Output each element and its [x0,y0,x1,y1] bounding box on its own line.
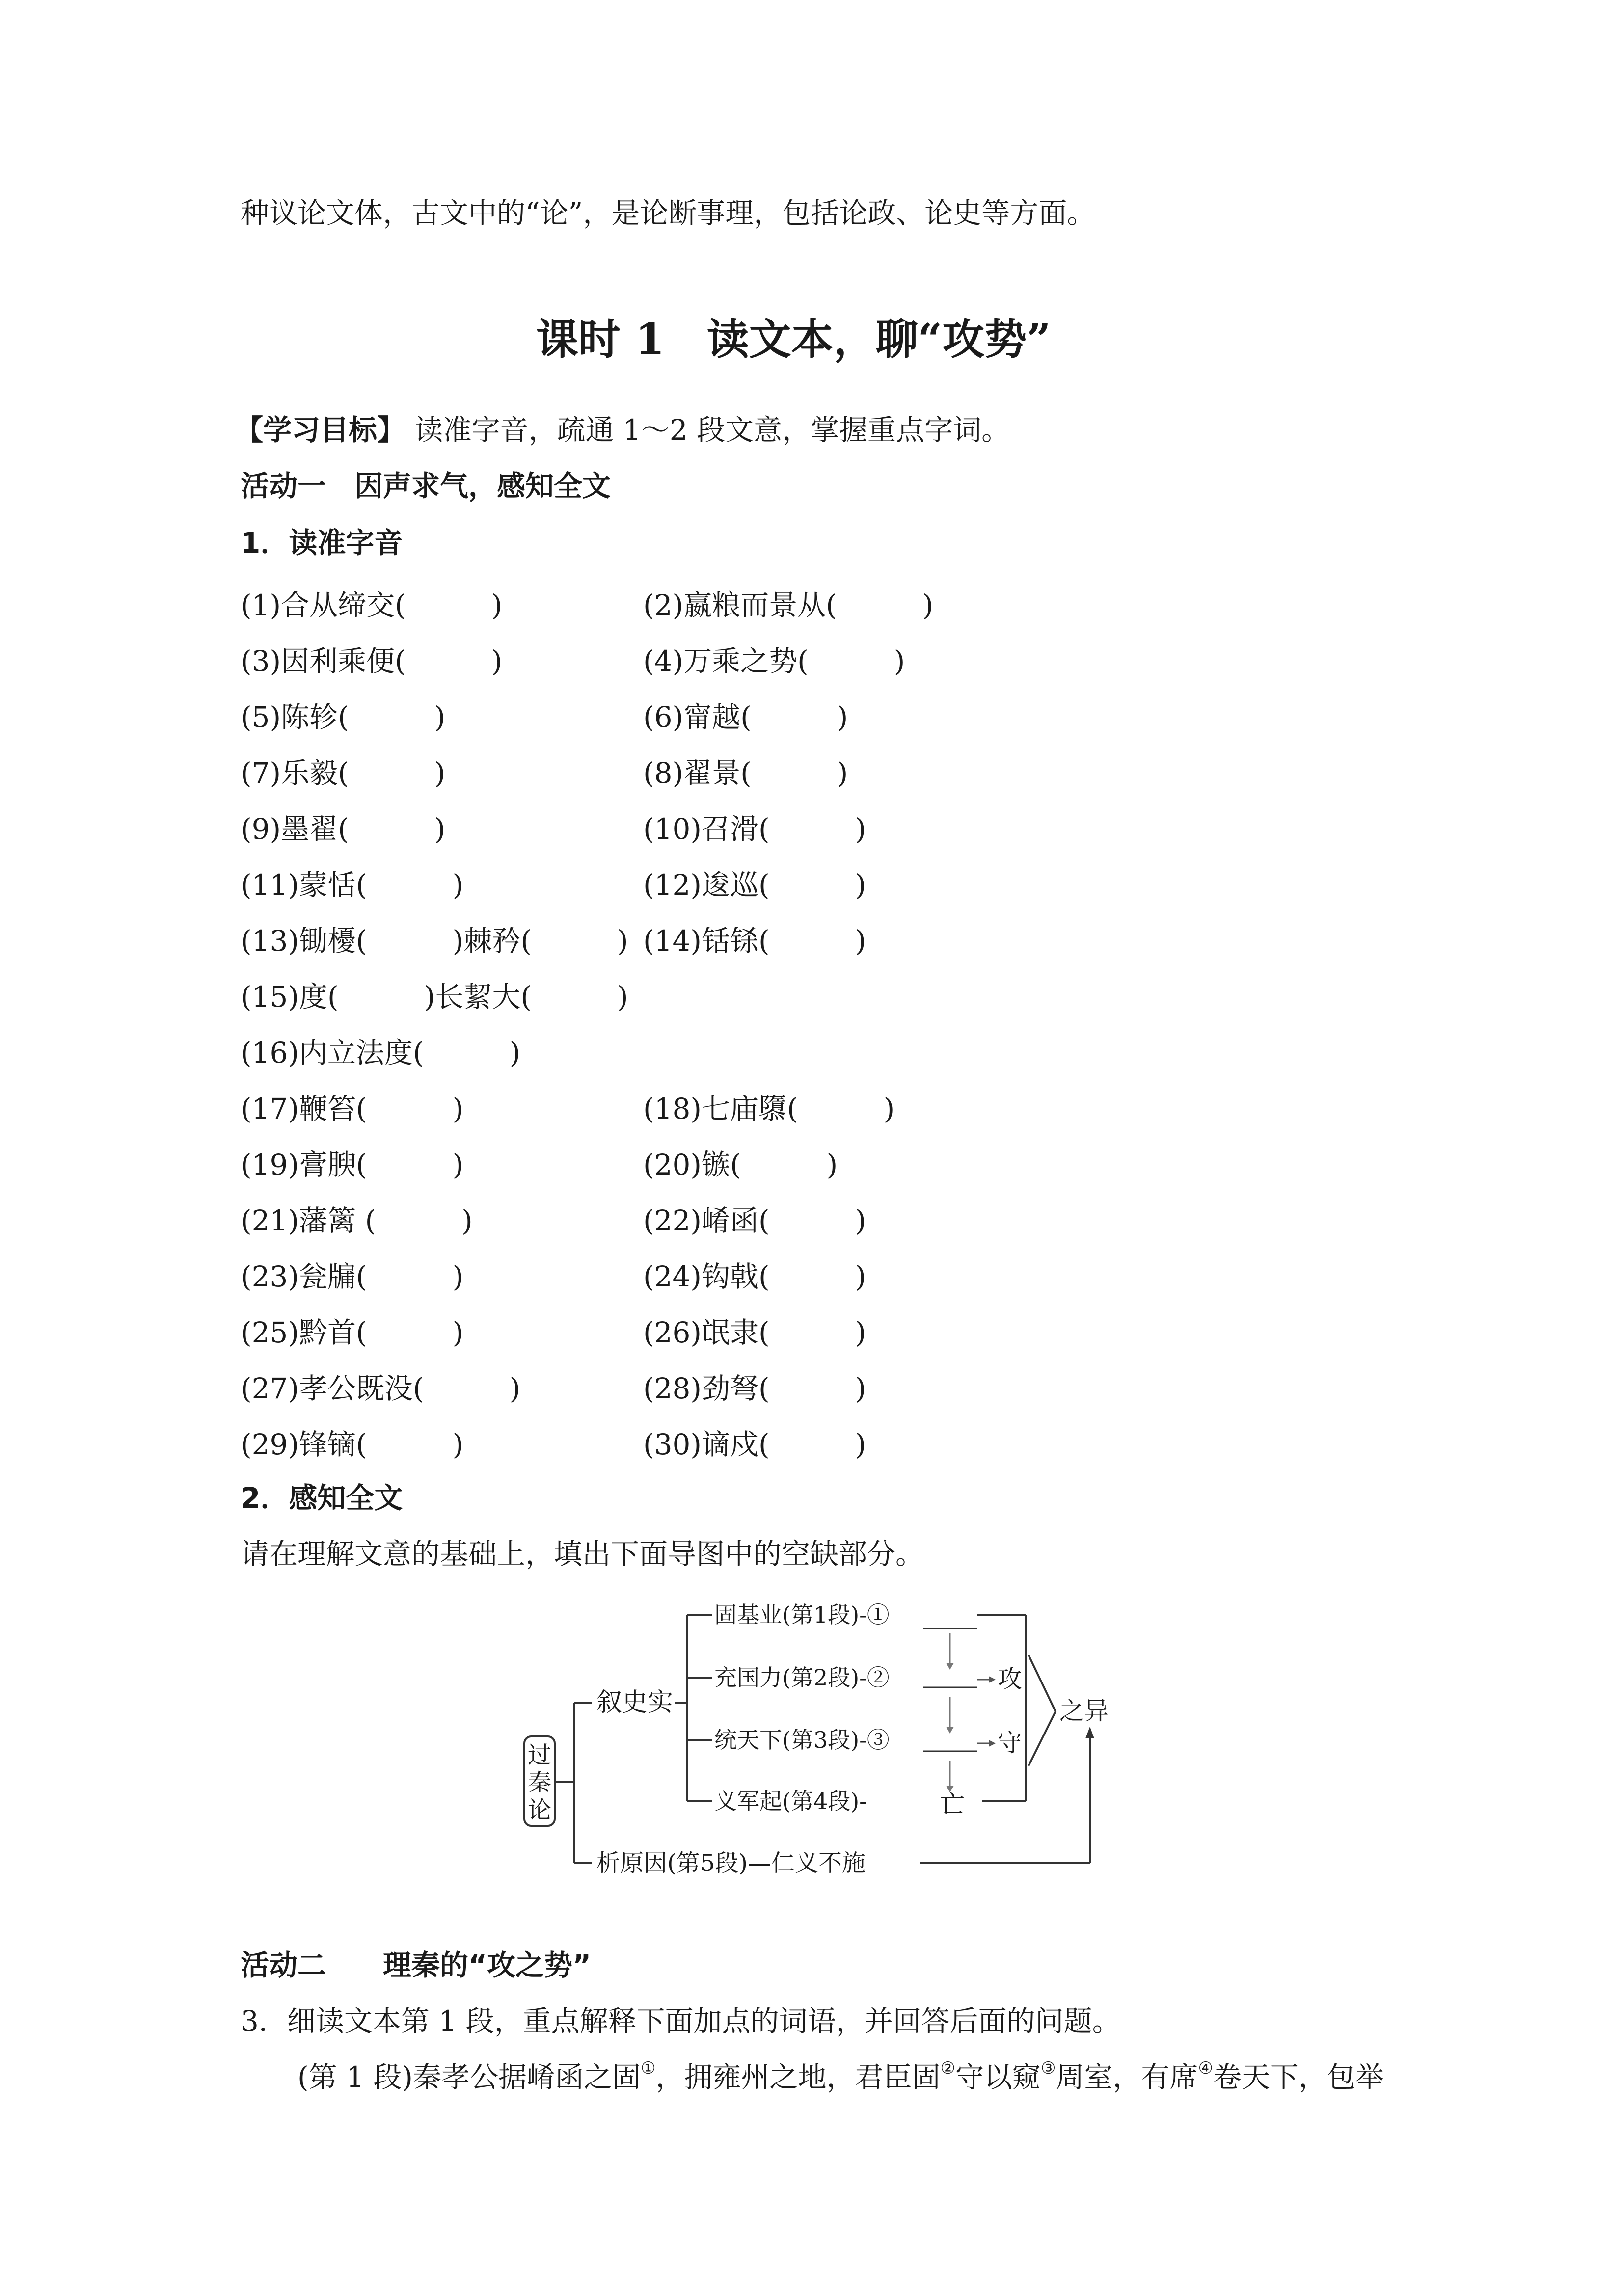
diagram-item-1: 固基业(第1段)-① [714,1602,890,1628]
pronunciation-item: (17)鞭笞( ) [241,1092,464,1125]
pronunciation-item: (8)翟景( ) [643,756,848,790]
pronunciation-item: (10)召滑( ) [643,812,866,846]
pronunciation-item: (25)黔首( ) [241,1316,464,1349]
section2-instruction: 请在理解文意的基础上，填出下面导图中的空缺部分。 [241,1537,924,1571]
diagram-item-4: 义军起(第4段)- [714,1788,867,1815]
activity1-heading: 活动一 因声求气，感知全文 [241,469,611,503]
root-char-3: 论 [527,1796,552,1824]
pronunciation-item: (3)因利乘便( ) [241,644,503,678]
pronunciation-item: (14)铦铩( ) [643,924,866,958]
objective-text: 读准字音，疏通 1～2 段文意，掌握重点字词。 [414,413,1010,447]
pronunciation-item: (28)劲弩( ) [643,1372,866,1405]
pronunciation-item: (27)孝公既没( ) [241,1372,521,1405]
pronunciation-item: (1)合从缔交( ) [241,588,503,622]
pronunciation-item: (22)崤函( ) [643,1204,866,1237]
pronunciation-item: (20)镞( ) [643,1148,838,1181]
passage-part-3: 周室，有席 [1056,2060,1198,2094]
marker-2: ② [940,2058,956,2078]
pronunciation-item: (4)万乘之势( ) [643,644,905,678]
section2-heading: 2．感知全文 [241,1481,403,1515]
pronunciation-item: (24)钩戟( ) [643,1260,866,1293]
pronunciation-item: (21)藩篱 ( ) [241,1204,473,1237]
pronunciation-item: (13)锄櫌( )棘矜( ) [241,924,628,958]
diagram-item-3: 统天下(第3段)-③ [714,1727,890,1753]
marker-1: ① [641,2058,656,2078]
root-char-2: 秦 [527,1769,552,1796]
pronunciation-item: (12)逡巡( ) [643,868,866,902]
pronunciation-item: (5)陈轸( ) [241,700,446,734]
passage-part-1: ，拥雍州之地，君臣固 [655,2060,941,2094]
state-defend: 守 [998,1729,1022,1757]
pronunciation-item: (2)嬴粮而景从( ) [643,588,934,622]
pronunciation-item: (30)谪戍( ) [643,1428,866,1461]
top-line-text: 种议论文体，古文中的“论”，是论断事理，包括论政、论史等方面。 [241,196,1096,230]
pronunciation-item: (6)甯越( ) [643,700,848,734]
passage-paragraph [298,2060,1384,2095]
pronunciation-item: (16)内立法度( ) [241,1036,521,1069]
pronunciation-item: (23)瓮牖( ) [241,1260,464,1293]
pronunciation-item: (29)锋镝( ) [241,1428,464,1461]
state-fall: 亡 [940,1790,965,1818]
section3-heading: 3．细读文本第 1 段，重点解释下面加点的词语，并回答后面的问题。 [241,2004,1121,2038]
pronunciation-item: (11)蒙恬( ) [241,868,464,902]
section1-heading: 1．读准字音 [241,526,403,560]
pronunciation-item: (26)氓隶( ) [643,1316,866,1349]
pronunciation-item: (15)度( )长絜大( ) [241,980,628,1014]
pronunciation-item: (7)乐毅( ) [241,756,446,790]
state-attack: 攻 [998,1665,1022,1693]
activity2-heading: 活动二 理秦的“攻之势” [241,1949,592,1982]
passage-lead: (第 1 段)秦孝公据崤函之固 [298,2060,641,2094]
marker-3: ③ [1041,2058,1056,2078]
pronunciation-item: (18)七庙隳( ) [643,1092,895,1125]
passage-part-4: 卷天下，包举 [1213,2060,1384,2094]
root-char-1: 过 [527,1741,552,1769]
lesson-title: 课时 1 读文本，聊“攻势” [536,315,1051,364]
marker-4: ④ [1198,2058,1214,2078]
pronunciation-item: (19)膏腴( ) [241,1148,464,1181]
result-label: 之异 [1059,1697,1109,1725]
objective-label: 【学习目标】 [235,413,406,447]
branch1-label: 叙史实 [596,1688,674,1717]
pronunciation-item: (9)墨翟( ) [241,812,446,846]
diagram-item-2: 充国力(第2段)-② [714,1664,890,1691]
passage-part-2: 守以窥 [955,2060,1041,2094]
branch2-label: 析原因(第5段)—仁义不施 [596,1849,866,1877]
